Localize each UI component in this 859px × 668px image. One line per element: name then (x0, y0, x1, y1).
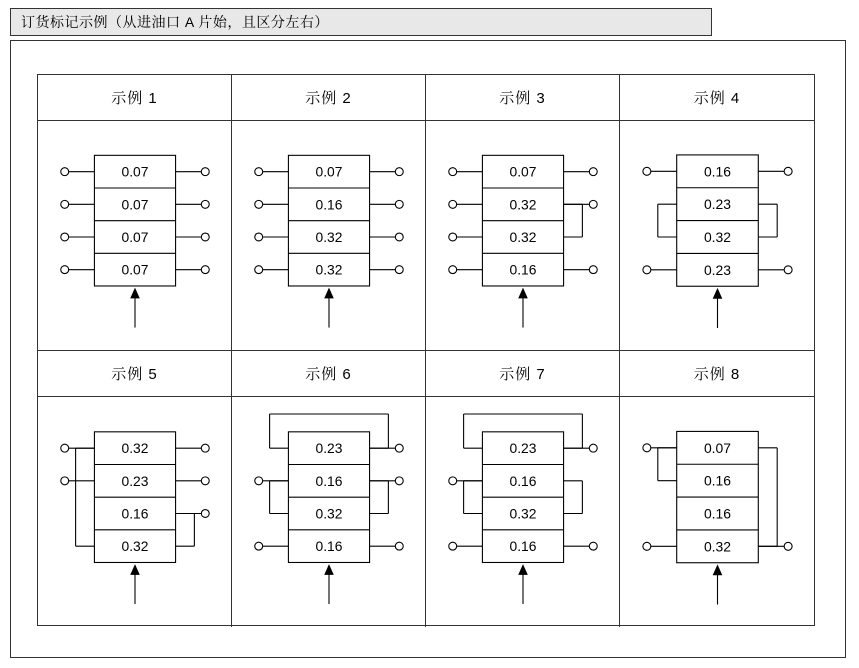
orifice-value: 0.07 (121, 196, 149, 213)
example-diagram-3 (426, 121, 620, 351)
orifice-value: 0.23 (509, 440, 537, 457)
orifice-value: 0.07 (121, 163, 149, 180)
example-diagram-2 (232, 121, 426, 351)
orifice-value: 0.16 (315, 472, 343, 489)
orifice-value: 0.32 (703, 538, 732, 555)
orifice-value: 0.23 (121, 472, 149, 489)
example-diagram-5 (38, 397, 232, 627)
orifice-value: 0.32 (121, 538, 149, 555)
orifice-value: 0.07 (121, 261, 149, 278)
orifice-value: 0.16 (703, 505, 732, 522)
example-title-2: 示例 2 (232, 75, 426, 121)
example-diagram-8 (620, 397, 814, 627)
orifice-value: 0.16 (703, 163, 732, 180)
orifice-value: 0.16 (509, 261, 537, 278)
header-bar (10, 8, 712, 36)
examples-grid (37, 74, 815, 626)
content-frame (10, 40, 846, 658)
orifice-value: 0.16 (315, 538, 343, 555)
orifice-value: 0.07 (315, 163, 343, 180)
orifice-value: 0.16 (509, 472, 537, 489)
orifice-value: 0.32 (509, 196, 537, 213)
orifice-value: 0.07 (121, 228, 149, 245)
orifice-value: 0.16 (315, 196, 343, 213)
orifice-value: 0.07 (509, 163, 537, 180)
example-title-7: 示例 7 (426, 351, 620, 397)
orifice-value: 0.23 (703, 261, 732, 278)
example-diagram-6 (232, 397, 426, 627)
orifice-value: 0.16 (703, 472, 732, 489)
orifice-value: 0.32 (315, 261, 343, 278)
example-title-1: 示例 1 (38, 75, 232, 121)
orifice-value: 0.32 (315, 228, 343, 245)
example-diagram-7 (426, 397, 620, 627)
example-diagram-4 (620, 121, 814, 351)
orifice-value: 0.07 (703, 439, 732, 456)
orifice-value: 0.32 (315, 505, 343, 522)
example-title-5: 示例 5 (38, 351, 232, 397)
orifice-value: 0.32 (703, 228, 732, 245)
orifice-value: 0.23 (315, 440, 343, 457)
example-title-3: 示例 3 (426, 75, 620, 121)
example-title-4: 示例 4 (620, 75, 814, 121)
orifice-value: 0.32 (509, 505, 537, 522)
example-diagram-1 (38, 121, 232, 351)
example-title-6: 示例 6 (232, 351, 426, 397)
orifice-value: 0.16 (121, 505, 149, 522)
orifice-value: 0.23 (703, 196, 732, 213)
orifice-value: 0.32 (121, 440, 149, 457)
page-title: 订货标记示例（从进油口 A 片始，且区分左右） (21, 14, 329, 30)
orifice-value: 0.16 (509, 538, 537, 555)
example-title-8: 示例 8 (620, 351, 814, 397)
orifice-value: 0.32 (509, 228, 537, 245)
